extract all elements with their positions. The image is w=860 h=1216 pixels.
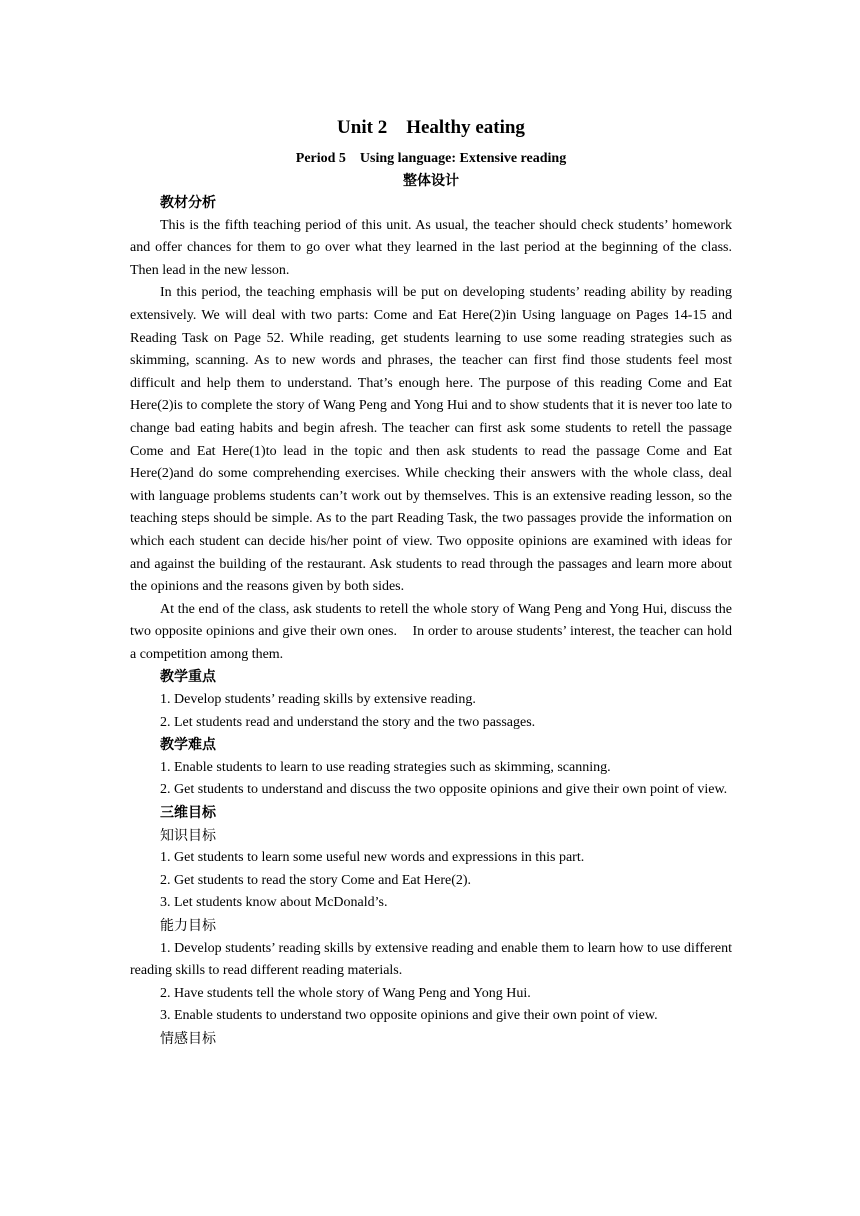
unit-title: Unit 2 Healthy eating — [337, 117, 525, 138]
knowledge-objective-item: 2. Get students to read the story Come and Eat Here(2). — [160, 872, 472, 888]
document-content — [130, 114, 736, 1051]
analysis-paragraph: At the end of the class, ask students to retell the whole story of Wang Peng and Yong Hui, discuss the two opposite opinions and give their own ones. In order to arouse students’ interest, the teacher can hold a competition among them. — [130, 601, 736, 662]
analysis-paragraph: In this period, the teaching emphasis will be put on developing students’ reading ability by reading extensively. We will deal with two parts: Come and Eat Here(2)in Using language on Pages 14-15 and Reading Task on Page 52. While reading, get students learning to use some reading strategies such as skimming, scanning. As to new words and phrases, the teacher can first find those students feel most difficult and help them to understand. That’s enough here. The purpose of this reading Come and Eat Here(2)is to complete the story of Wang Peng and Yong Hui and to show students that it is never too late to change bad eating habits and begin afresh. The teacher can first ask some students to retell the passage Come and Eat Here(1)to lead in the topic and then ask students to read the passage Come and Eat Here(2)and do some comprehending exercises. While checking their answers with the whole class, deal with language problems students can’t work out by themselves. This is an extensive reading lesson, so the teaching steps should be simple. As to the part Reading Task, the two passages provide the information on which each student can decide his/her point of view. Two opposite opinions are examined with ideas for and against the building of the restaurant. Ask students to read through the passages and learn more about the opinions and the reasons given by both sides. — [130, 285, 736, 595]
ability-objective-item: 1. Develop students’ reading skills by extensive reading and enable them to learn how to use different reading skills to read different reading materials. — [130, 940, 732, 979]
key-point-item: 1. Develop students’ reading skills by extensive reading. — [160, 692, 476, 708]
analysis-paragraph: This is the fifth teaching period of this unit. As usual, the teacher should check students’ homework and offer chances for them to go over what they learned in the last period at the beginning of the class. Then lead in the new lesson. — [130, 217, 736, 278]
key-point-item: 2. Let students read and understand the story and the two passages. — [160, 714, 536, 730]
knowledge-objective-item: 1. Get students to learn some useful new words and expressions in this part. — [160, 850, 585, 866]
ability-objective-item: 3. Enable students to understand two opposite opinions and give their own point of view. — [160, 1008, 658, 1024]
period-subtitle: Period 5 Using language: Extensive reading — [295, 151, 567, 166]
knowledge-objectives-label: 知识目标 — [160, 827, 216, 844]
difficulty-item: 1. Enable students to learn to use reading strategies such as skimming, scanning. — [160, 759, 611, 775]
difficulties-heading: 教学难点 — [160, 737, 216, 754]
emotion-objectives-label: 情感目标 — [160, 1030, 216, 1047]
key-points-heading: 教学重点 — [160, 669, 216, 686]
overall-design-title: 整体设计 — [403, 173, 459, 189]
ability-objective-item: 2. Have students tell the whole story of Wang Peng and Yong Hui. — [160, 985, 531, 1001]
analysis-heading: 教材分析 — [160, 195, 216, 211]
ability-objectives-label: 能力目标 — [160, 918, 216, 934]
difficulty-item: 2. Get students to understand and discuss the two opposite opinions and give their own point of view. — [160, 782, 728, 798]
knowledge-objective-item: 3. Let students know about McDonald’s. — [160, 895, 388, 911]
objectives-heading: 三维目标 — [160, 805, 216, 822]
